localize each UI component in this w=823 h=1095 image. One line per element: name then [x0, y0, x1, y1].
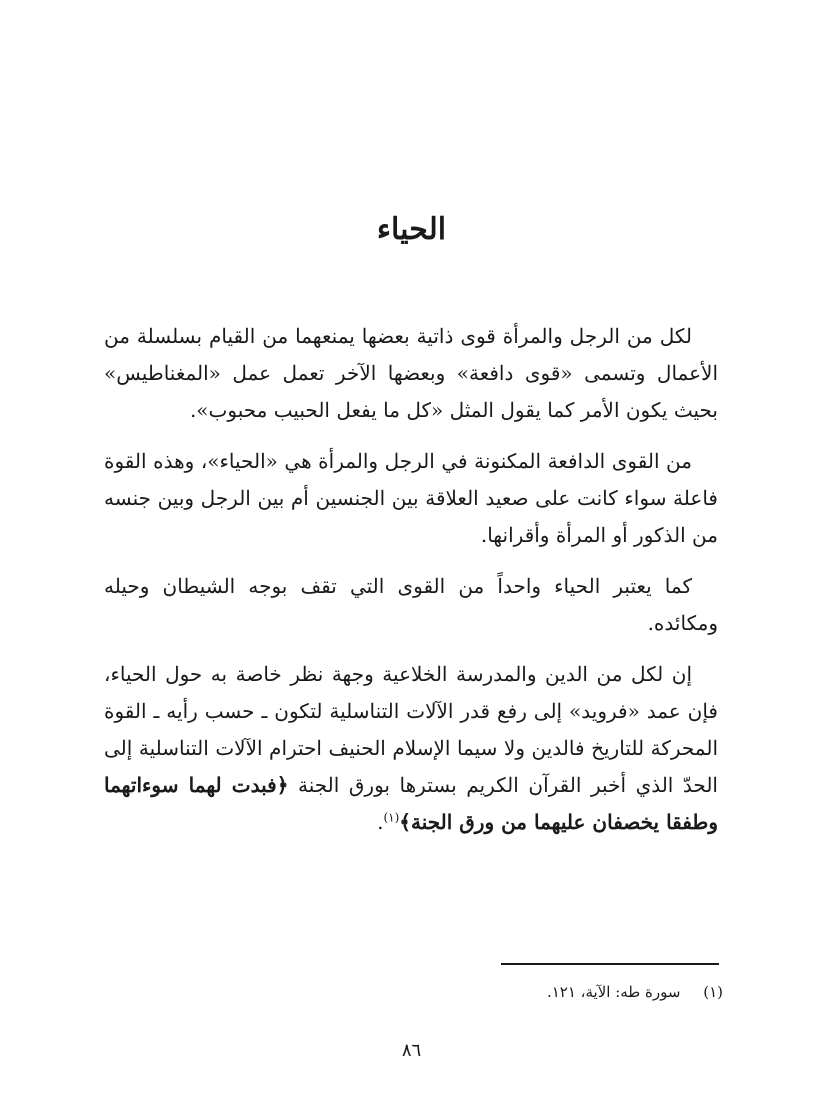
paragraph-3: كما يعتبر الحياء واحداً من القوى التي تقف بوجه الشيطان وحيله ومكائده.: [104, 574, 718, 635]
page-title: الحياء: [376, 212, 447, 247]
page-number: ٨٦: [401, 1040, 422, 1061]
paragraph-4: [104, 656, 718, 841]
footnote-divider: [501, 963, 719, 965]
footnote-text: سورة طه: الآية، ١٢١.: [546, 983, 681, 1001]
footnote-number: (١): [703, 983, 723, 1001]
quran-quote: ﴿فبدت لهما سوءاتهما وطفقا يخصفان عليهما من ورق الجنة﴾: [104, 773, 718, 834]
paragraph-4-end: .: [377, 810, 384, 834]
paragraph-2: من القوى الدافعة المكنونة في الرجل والمرأة هي «الحياء»، وهذه القوة فاعلة سواء كانت على صعيد العلاقة بين الجنسين أم بين الرجل وبين جنسه من الذكور أو المرأة وأقرانها.: [104, 449, 718, 547]
footnote: [104, 979, 723, 1005]
body-text: [104, 318, 718, 855]
footnote-reference: (١): [383, 810, 400, 825]
paragraph-4-text: إن لكل من الدين والمدرسة الخلاعية وجهة نظر خاصة به حول الحياء، فإن عمد «فرويد» إلى رفع قدر الآلات التناسلية لتكون ـ حسب رأيه ـ القوة المحركة للتاريخ فالدين ولا سيما الإسلام الحنيف احترام الآلات التناسلية إلى الحدّ الذي أخبر القرآن الكريم بسترها بورق الجنة: [104, 662, 718, 797]
paragraph-1: لكل من الرجل والمرأة قوى ذاتية بعضها يمنعهما من القيام بسلسلة من الأعمال وتسمى «قوى دافعة» وبعضها الآخر تعمل عمل «المغناطيس» بحيث يكون الأمر كما يقول المثل «كل ما يفعل الحبيب محبوب».: [104, 324, 718, 422]
